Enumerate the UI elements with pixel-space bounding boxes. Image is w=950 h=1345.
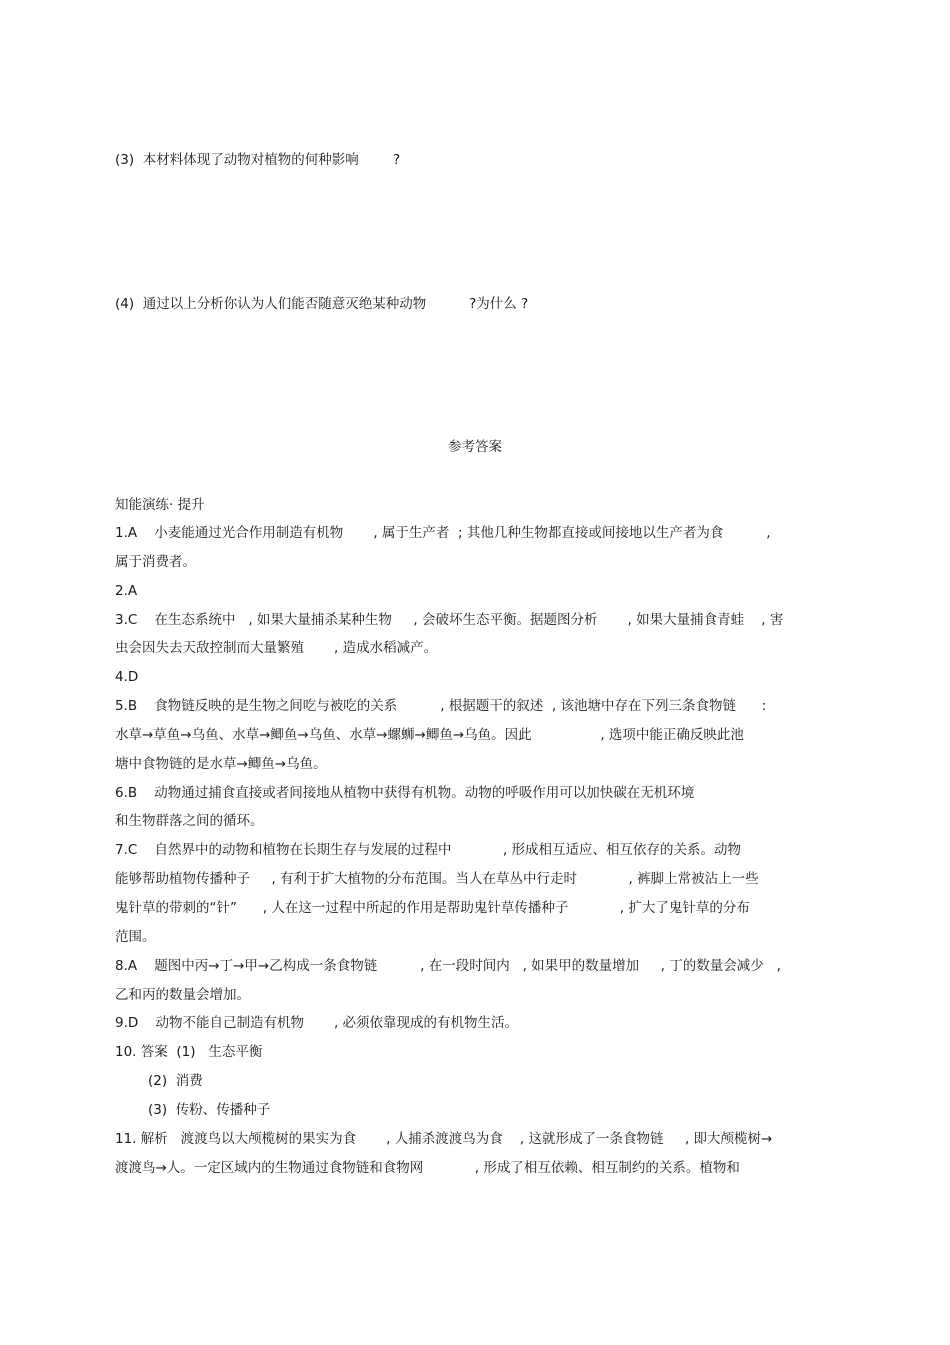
answer-line: 虫会因失去天敌控制而大量繁殖 , 造成水稻减产。 xyxy=(115,640,438,656)
answer-line: 能够帮助植物传播种子 , 有利于扩大植物的分布范围。当人在草丛中行走时 , 裤脚上常被沾上一些 xyxy=(115,871,759,887)
answer-line: 6.B 动物通过捕食直接或者间接地从植物中获得有机物。动物的呼吸作用可以加快碳在无机环境 xyxy=(115,785,695,801)
answer-line: 11. 解析 渡渡鸟以大颅榄树的果实为食 , 人捕杀渡渡鸟为食 , 这就形成了一条食物链 , 即大颅榄树→ xyxy=(115,1131,773,1147)
section-heading: 知能演练· 提升 xyxy=(115,497,205,513)
answer-line: 5.B 食物链反映的是生物之间吃与被吃的关系 , 根据题干的叙述 , 该池塘中存在下列三条食物链 : xyxy=(115,698,767,714)
answer-line: 7.C 自然界中的动物和植物在长期生存与发展的过程中 , 形成相互适应、相互依存的关系。动物 xyxy=(115,842,742,858)
answer-line: 1.A 小麦能通过光合作用制造有机物 , 属于生产者 ; 其他几种生物都直接或间接地以生产者为食 , xyxy=(115,525,771,541)
answer-line: 塘中食物链的是水草→鲫鱼→乌鱼。 xyxy=(115,756,327,772)
answer-line: 鬼针草的带刺的“针” , 人在这一过程中所起的作用是帮助鬼针草传播种子 , 扩大了鬼针草的分布 xyxy=(115,900,750,916)
answer-sub-line: (2) 消费 xyxy=(148,1073,203,1089)
question-4: (4) 通过以上分析你认为人们能否随意灭绝某种动物 ?为什么 ? xyxy=(115,296,529,312)
answer-line: 和生物群落之间的循环。 xyxy=(115,813,264,829)
answer-line: 水草→草鱼→乌鱼、水草→鲫鱼→乌鱼、水草→螺蛳→鲫鱼→乌鱼。因此 , 选项中能正确反映此池 xyxy=(115,727,744,743)
answer-line: 4.D xyxy=(115,669,139,685)
answers-title: 参考答案 xyxy=(448,439,502,455)
answer-line: 10. 答案 (1) 生态平衡 xyxy=(115,1044,263,1060)
answer-line: 乙和丙的数量会增加。 xyxy=(115,987,250,1003)
answer-line: 属于消费者。 xyxy=(115,554,196,570)
answer-line: 8.A 题图中丙→丁→甲→乙构成一条食物链 , 在一段时间内 , 如果甲的数量增加 , 丁的数量会减少 , xyxy=(115,958,781,974)
answer-line: 9.D 动物不能自己制造有机物 , 必须依靠现成的有机物生活。 xyxy=(115,1015,519,1031)
question-3: (3) 本材料体现了动物对植物的何种影响 ? xyxy=(115,152,401,168)
answer-line: 渡渡鸟→人。一定区域内的生物通过食物链和食物网 , 形成了相互依赖、相互制约的关系。植物和 xyxy=(115,1160,740,1176)
answer-sub-line: (3) 传粉、传播种子 xyxy=(148,1102,271,1118)
answer-line: 2.A xyxy=(115,583,138,599)
answer-line: 3.C 在生态系统中 , 如果大量捕杀某种生物 , 会破坏生态平衡。据题图分析 , 如果大量捕食青蛙 , 害 xyxy=(115,612,784,628)
answer-line: 范围。 xyxy=(115,929,156,945)
